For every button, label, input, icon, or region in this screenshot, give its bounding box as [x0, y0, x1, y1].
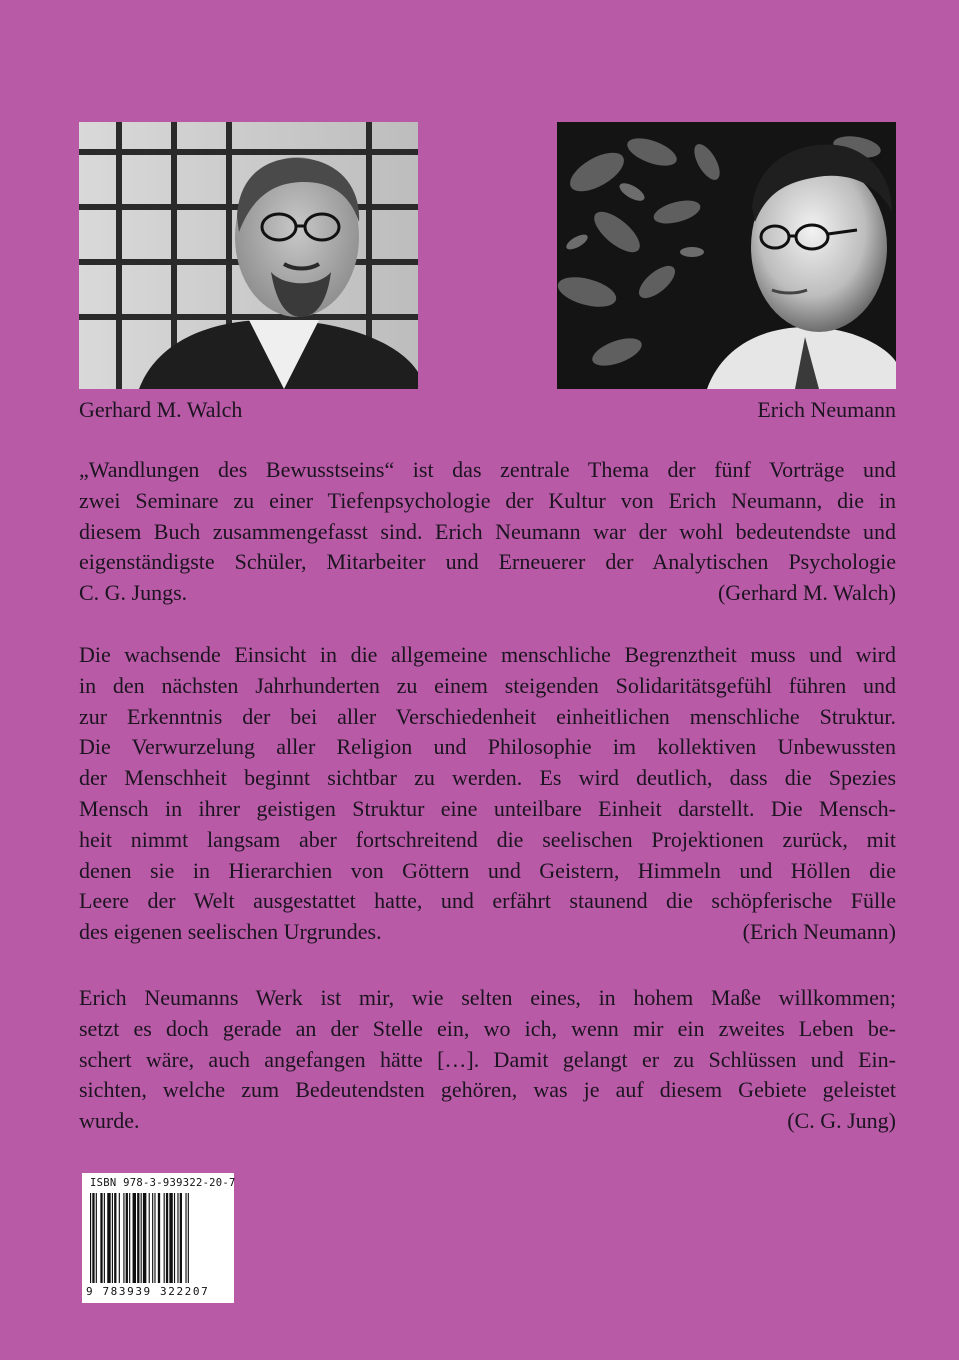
quote-final-line [79, 578, 896, 609]
barcode-bar [129, 1193, 130, 1283]
quote-attribution: (Erich Neumann) [742, 919, 896, 945]
barcode-bar [133, 1193, 136, 1283]
quote-line: der Menschheit beginnt sichtbar zu werden. Es wird deutlich, dass die Spezies [79, 765, 896, 791]
quote-line: in den nächsten Jahrhunderten zu einem steigenden Solidaritätsgefühl führen und [79, 672, 896, 698]
barcode-bar [90, 1193, 91, 1283]
caption-right: Erich Neumann [757, 397, 896, 422]
barcode-bar [154, 1193, 155, 1283]
barcode-bar [164, 1193, 165, 1283]
quote-attribution: (C. G. Jung) [787, 1108, 896, 1134]
quote-final-line [79, 917, 896, 948]
barcode-bar [166, 1193, 168, 1283]
isbn-barcode [82, 1173, 234, 1303]
quote-line: des eigenen seelischen Urgrundes. [79, 919, 382, 945]
quote-line: Erich Neumanns Werk ist mir, wie selten eines, in hohem Maße willkommen; [79, 985, 896, 1010]
barcode-bar [112, 1193, 113, 1283]
barcode-bar [119, 1193, 120, 1283]
quote-line: eigenständigste Schüler, Mitarbeiter und Erneuerer der Analytischen Psychologie [79, 549, 896, 575]
quote-neumann [79, 640, 896, 948]
barcode-bar [185, 1193, 186, 1283]
quote-line: zur Erkenntnis der bei aller Verschiedenheit einheitlichen menschliche Struktur. [79, 703, 896, 729]
isbn-label: ISBN 978-3-939322-20-7 [90, 1177, 236, 1189]
caption-left: Gerhard M. Walch [79, 397, 243, 422]
quote-line: C. G. Jungs. [79, 580, 188, 606]
portrait-image [557, 122, 896, 389]
barcode-bar [107, 1193, 110, 1283]
quote-line: schert wäre, auch angefangen hätte […]. Damit gelangt er zu Schlüssen und Ein- [79, 1046, 896, 1072]
quote-line: setzt es doch gerade an der Stelle ein, wo ich, wenn mir ein zweites Leben be- [79, 1015, 896, 1041]
quote-line: wurde. [79, 1108, 140, 1134]
barcode-bar [92, 1193, 94, 1283]
barcode-bar [158, 1193, 160, 1283]
barcode-bar [177, 1193, 178, 1283]
barcode-bar [123, 1193, 124, 1283]
quote-line: zwei Seminare zu einer Tiefenpsychologie der Kultur von Erich Neumann, die in [79, 487, 896, 513]
barcode-bar [114, 1193, 116, 1283]
portrait-image [79, 122, 418, 389]
barcode-bar [96, 1193, 97, 1283]
quote-attribution: (Gerhard M. Walch) [717, 580, 896, 606]
photo-erich-neumann [557, 122, 896, 389]
quote-line: Die wachsende Einsicht in die allgemeine menschliche Begrenztheit muss und wird [79, 642, 896, 667]
quote-final-line [79, 1106, 896, 1137]
barcode-bar [126, 1193, 128, 1283]
quote-walch [79, 455, 896, 609]
barcode-bar [174, 1193, 175, 1283]
quote-line: heit nimmt langsam aber fortschreitend die seelischen Projektionen zurück, mit [79, 826, 896, 852]
quote-line: sichten, welche zum Bedeutendsten gehören, was je auf diesem Gebiete geleistet [79, 1077, 896, 1103]
barcode-bar [152, 1193, 153, 1283]
barcode-icon [88, 1193, 228, 1283]
quote-line: „Wandlungen des Bewusstseins“ ist das zentrale Thema der fünf Vorträge und [79, 457, 896, 482]
barcode-bar [137, 1193, 139, 1283]
barcode-bar [180, 1193, 182, 1283]
quote-line: Mensch in ihrer geistigen Struktur eine unteilbare Einheit darstellt. Die Mensch- [79, 795, 896, 821]
barcode-bar [188, 1193, 189, 1283]
photo-gerhard-walch [79, 122, 418, 389]
barcode-bar [141, 1193, 142, 1283]
barcode-bar [104, 1193, 105, 1283]
barcode-bar [100, 1193, 102, 1283]
quote-jung [79, 983, 896, 1137]
barcode-bar [149, 1193, 150, 1283]
quote-line: Leere der Welt ausgestattet hatte, und erfährt staunend die schöpferische Fülle [79, 888, 896, 914]
barcode-digits: 9 783939 322207 [86, 1285, 210, 1298]
quote-line: denen sie in Hierarchien von Göttern und Geistern, Himmeln und Höllen die [79, 857, 896, 883]
quote-line: Die Verwurzelung aller Religion und Philosophie im kollektiven Unbewussten [79, 734, 896, 760]
barcode-bar [143, 1193, 146, 1283]
quote-line: diesem Buch zusammengefasst sind. Erich Neumann war der wohl bedeutendste und [79, 518, 896, 544]
barcode-bar [169, 1193, 172, 1283]
